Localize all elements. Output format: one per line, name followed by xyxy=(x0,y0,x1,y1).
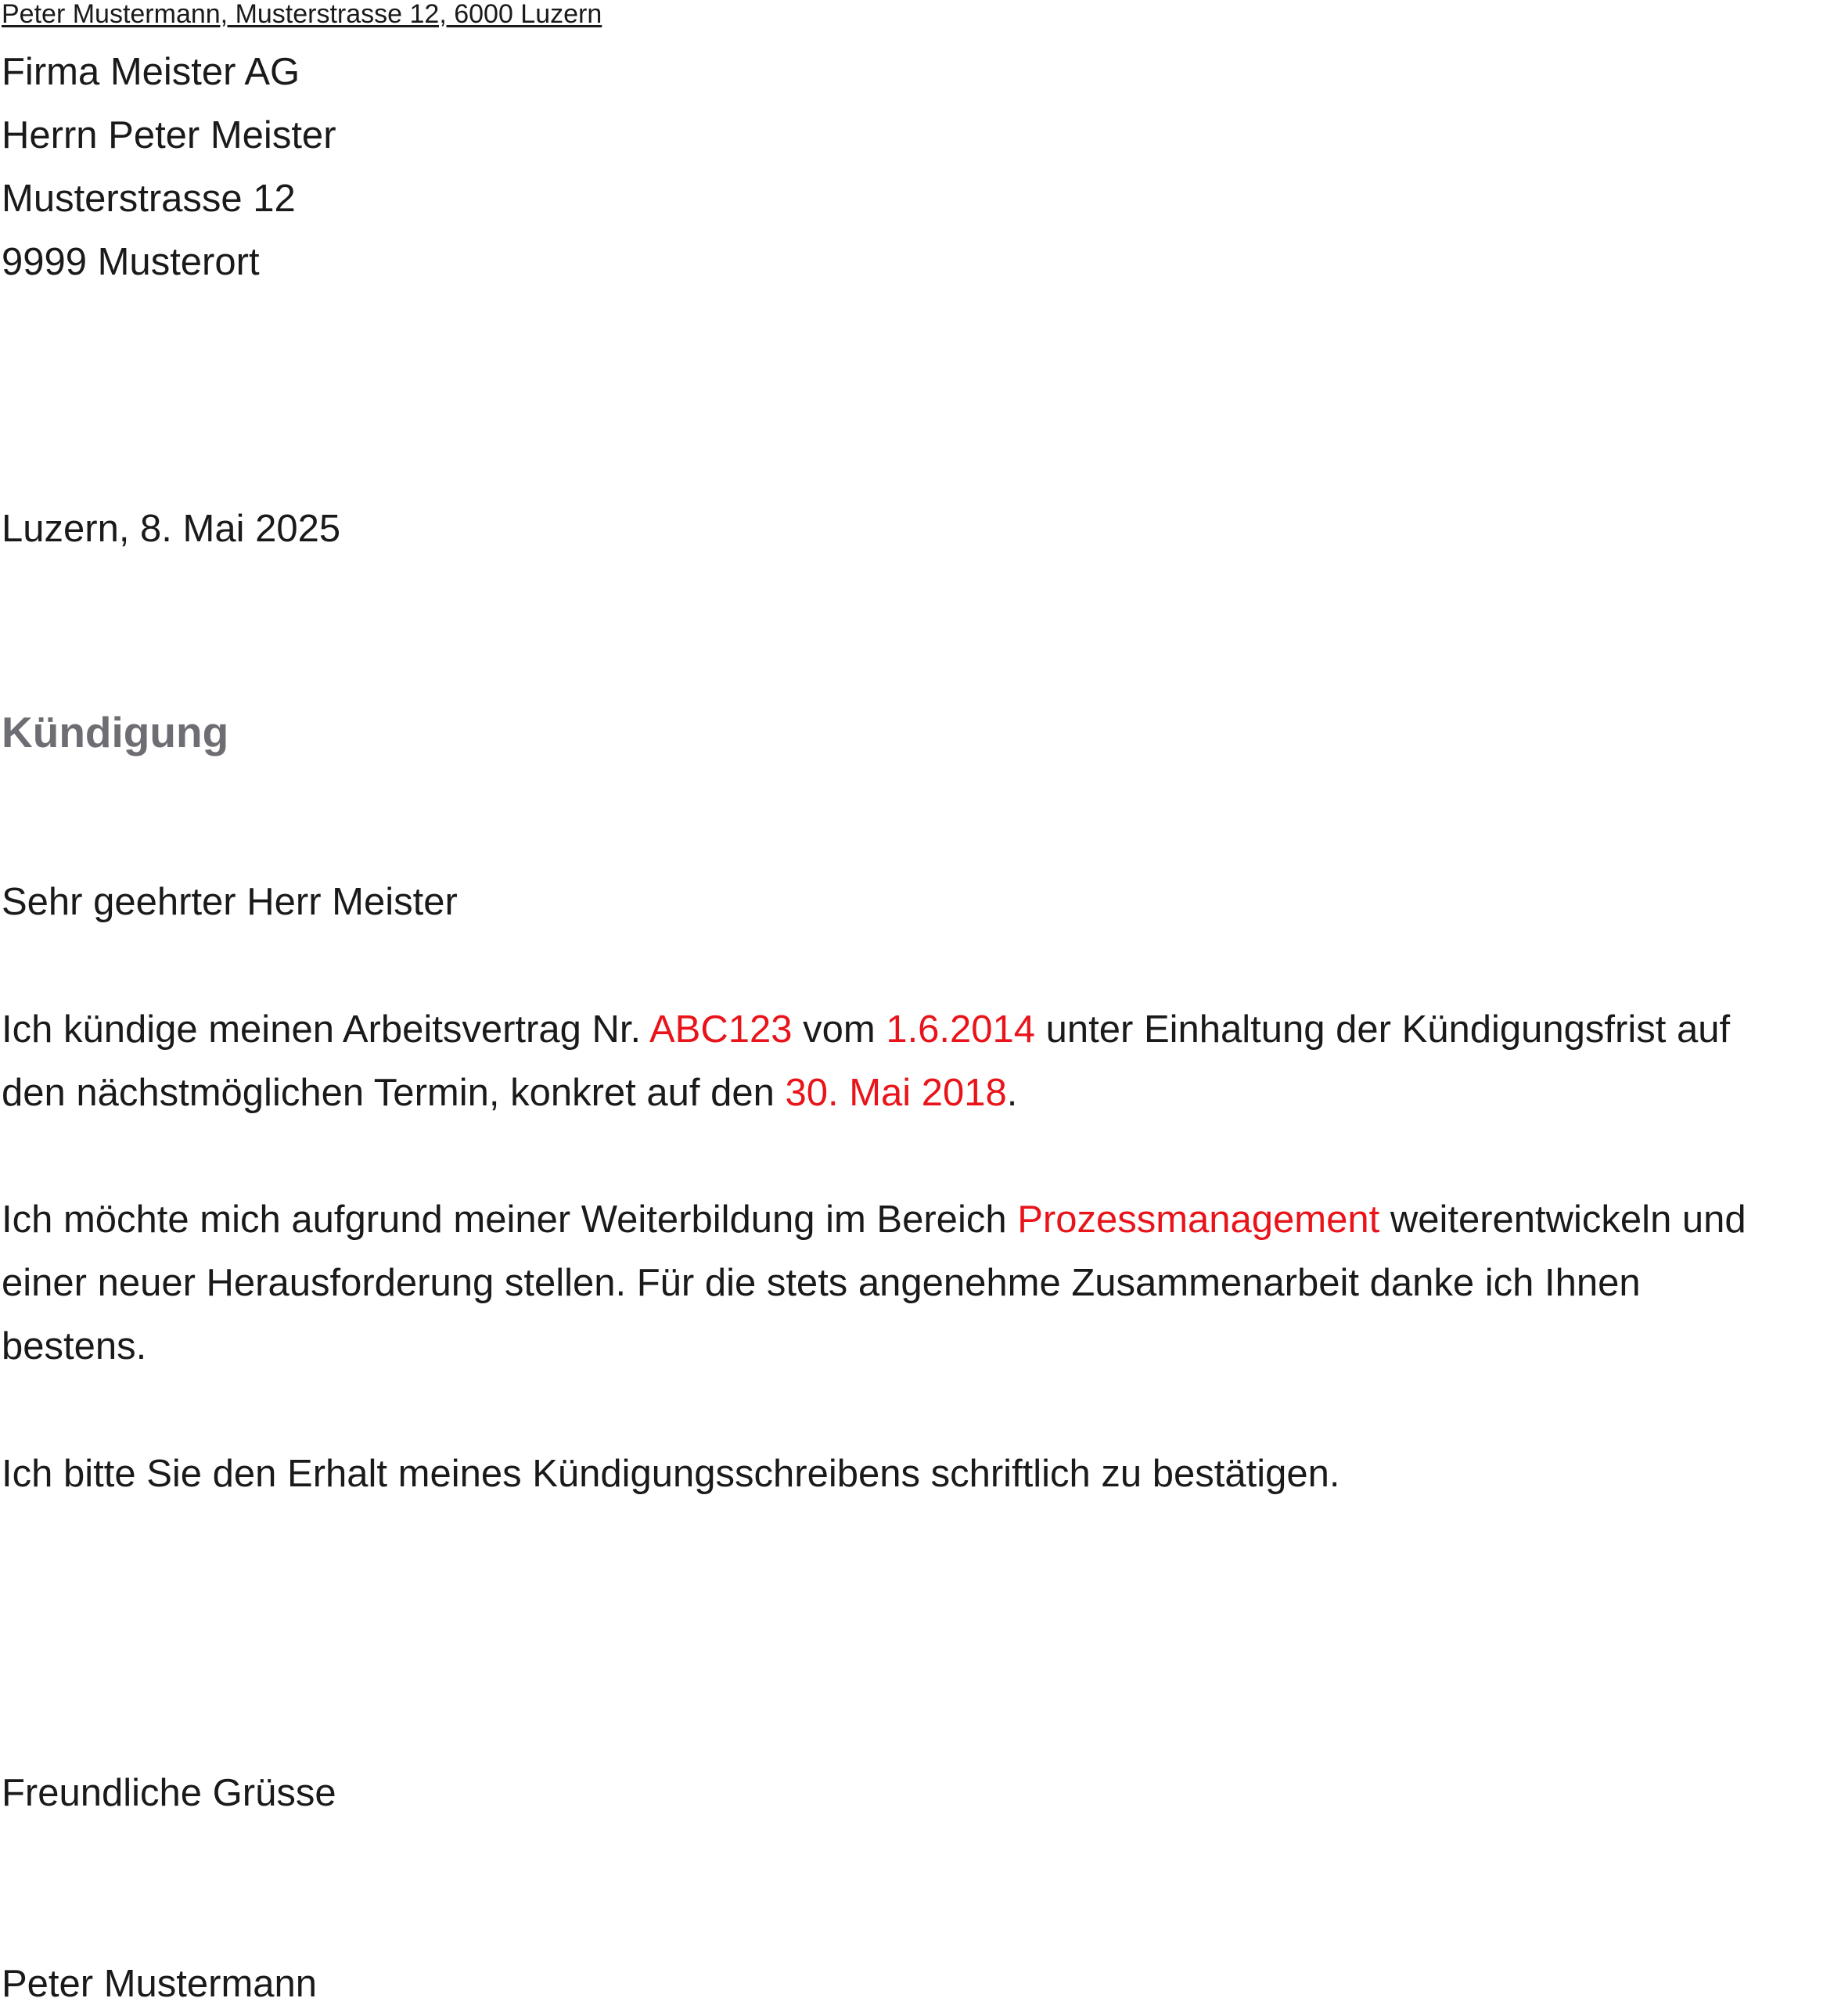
paragraph-line xyxy=(2,1062,1832,1125)
closing-greeting: Freundliche Grüsse xyxy=(2,1772,336,1814)
contract-date: 1.6.2014 xyxy=(886,1008,1036,1051)
text-fragment: unter Einhaltung der Kündigungsfrist auf xyxy=(1035,1008,1731,1051)
paragraph-termination xyxy=(2,998,1832,1125)
contract-number: ABC123 xyxy=(649,1008,793,1051)
recipient-address-block xyxy=(2,41,336,294)
termination-date: 30. Mai 2018 xyxy=(785,1072,1007,1114)
text-fragment: . xyxy=(1006,1072,1018,1114)
recipient-person: Herrn Peter Meister xyxy=(2,114,336,156)
signature-name: Peter Mustermann xyxy=(2,1963,318,2005)
paragraph-line xyxy=(2,998,1832,1062)
training-field: Prozessmanagement xyxy=(1017,1198,1380,1241)
paragraph-reason xyxy=(2,1188,1832,1378)
paragraph-line: Ich bitte Sie den Erhalt meines Kündigungsschreibens schriftlich zu bestätigen. xyxy=(2,1453,1340,1495)
recipient-company: Firma Meister AG xyxy=(2,51,300,93)
place-and-date: Luzern, 8. Mai 2025 xyxy=(2,508,341,550)
paragraph-line xyxy=(2,1188,1832,1252)
sender-address-line: Peter Mustermann, Musterstrasse 12, 6000 Luzern xyxy=(2,0,602,29)
text-fragment: den nächstmöglichen Termin, konkret auf den xyxy=(2,1072,786,1114)
text-fragment: Ich kündige meinen Arbeitsvertrag Nr. xyxy=(2,1008,649,1051)
recipient-city: 9999 Musterort xyxy=(2,241,260,283)
text-fragment: Ich möchte mich aufgrund meiner Weiterbildung im Bereich xyxy=(2,1198,1018,1241)
paragraph-line: einer neuer Herausforderung stellen. Für die stets angenehme Zusammenarbeit danke ich Ihnen xyxy=(2,1262,1641,1304)
letter-subject: Kündigung xyxy=(2,708,229,756)
paragraph-confirmation-request xyxy=(2,1443,1832,1506)
salutation: Sehr geehrter Herr Meister xyxy=(2,881,458,923)
recipient-street: Musterstrasse 12 xyxy=(2,178,296,220)
text-fragment: weiterentwickeln und xyxy=(1379,1198,1746,1241)
text-fragment: vom xyxy=(792,1008,886,1051)
paragraph-line: bestens. xyxy=(2,1325,147,1367)
